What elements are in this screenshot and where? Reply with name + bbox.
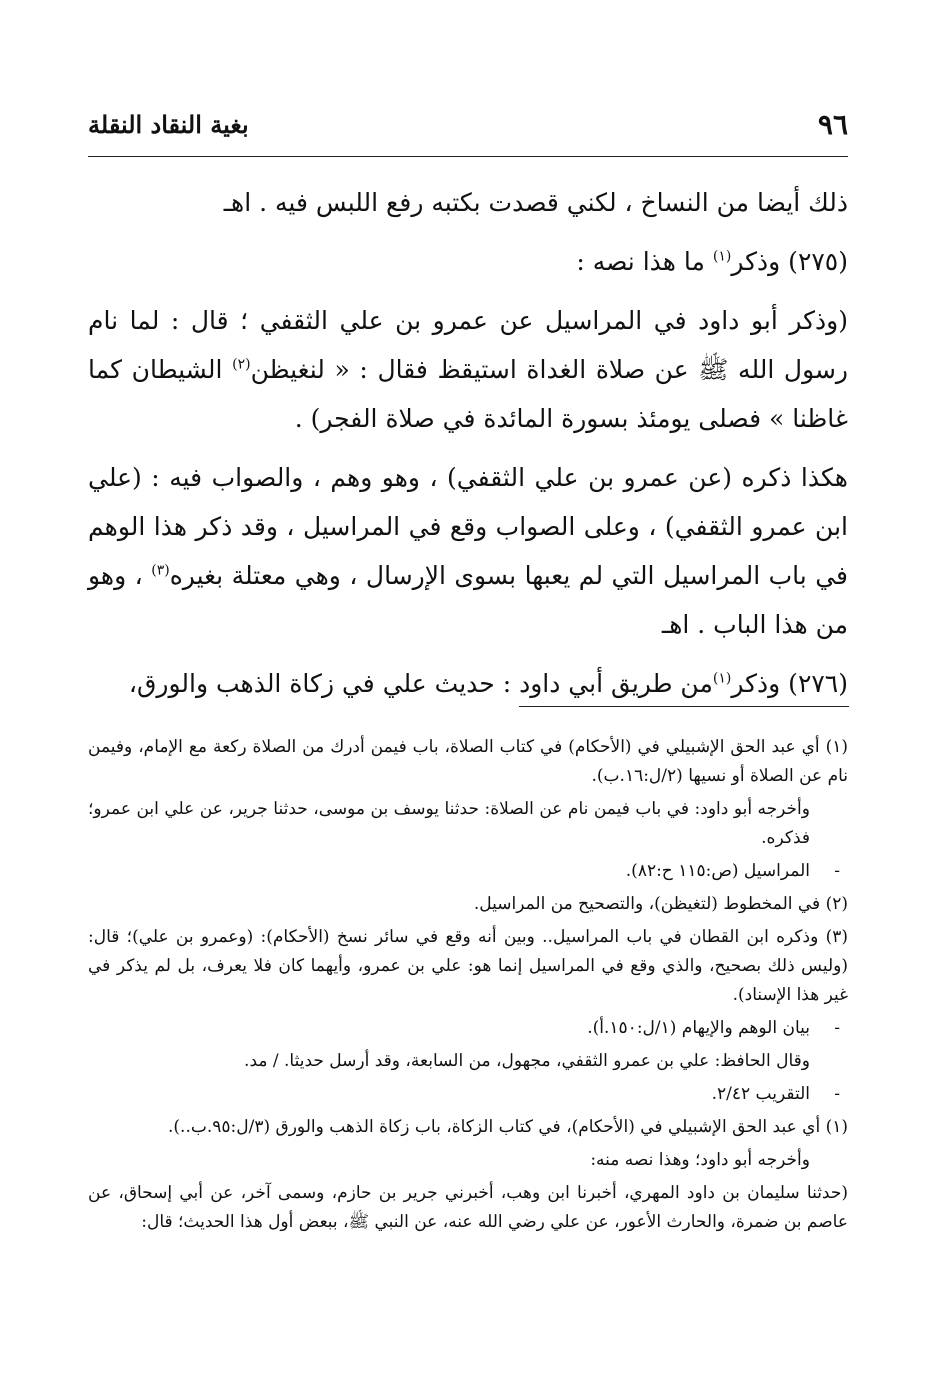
dash-mark: - [834, 1018, 840, 1038]
footnote-ref: (١) [712, 670, 732, 687]
footnote-2: (٢) في المخطوط (لتغيظن)، والتصحيح من المراسيل. [473, 894, 848, 914]
dash-mark: - [834, 1084, 840, 1104]
footnote-rule [519, 706, 849, 707]
page-number: ٩٦ [817, 108, 848, 141]
footnote-ref: (١) [712, 248, 732, 265]
dash-mark: - [834, 861, 840, 881]
footnote-4-note: وأخرجه أبو داود؛ وهذا نصه منه: [590, 1150, 810, 1170]
paragraph-text: من طريق أبي داود : حديث علي في زكاة الذهب والورق، [128, 669, 713, 698]
paragraph-text: ذلك أيضا من النساخ ، لكني قصدت بكتبه رفع اللبس فيه . اهـ [223, 188, 848, 217]
footnote-1-note: وأخرجه أبو داود: في باب فيمن نام عن الصلاة: حدثنا يوسف بن موسى، حدثنا جرير، عن علي ابن عمرو؛ فذكره. [88, 799, 810, 848]
paragraph-text: ما هذا نصه : [576, 247, 713, 276]
paragraph-1 [88, 178, 848, 227]
footnote-1-source [88, 857, 848, 886]
paragraph-text: (٢٧٥) وذكر [731, 247, 848, 276]
footnote-ref: (٣) [151, 562, 170, 579]
paragraph-text: (وذكر أبو داود في المراسيل عن عمرو بن علي الثقفي ؛ قال : لما نام رسول الله ﷺ عن صلاة الغداة استيقظ فقال : « لنغيظن [88, 306, 849, 384]
footnote-source-text: التقريب ٢/٤٢. [711, 1084, 810, 1104]
header-rule [88, 156, 848, 157]
main-text [88, 178, 848, 718]
page-header [88, 108, 848, 148]
paragraph-commentary [88, 453, 848, 649]
footnotes [88, 733, 848, 1241]
paragraph-quote [88, 296, 848, 443]
paragraph-276 [88, 659, 848, 708]
paragraph-text: الشيطان كما غاظنا » فصلى يومئذ بسورة المائدة في صلاة الفجر) . [88, 355, 848, 433]
footnote-3: (٣) وذكره ابن القطان في باب المراسيل.. وبين أنه وقع في سائر نسخ (الأحكام): (وعمرو بن علي)؛ قال: (وليس ذلك بصحيح، والذي وقع في المراسيل إنما هو: علي بن عمرو، وأيهما كان فلا يعرف، بل لم يذكر في غير هذا الإسناد). [88, 927, 848, 1005]
paragraph-text: (٢٧٦) وذكر [731, 669, 848, 698]
footnote-3-source [88, 1014, 848, 1043]
footnote-3-note: وقال الحافظ: علي بن عمرو الثقفي، مجهول، من السابعة، وقد أرسل حديثا. / مد. [244, 1051, 810, 1071]
running-title: بغية النقاد النقلة [88, 110, 249, 139]
paragraph-text: هكذا ذكره (عن عمرو بن علي الثقفي) ، وهو وهم ، والصواب فيه : (علي ابن عمرو الثقفي) ، وعلى الصواب وقع في المراسيل ، وقد ذكر هذا الوهم في باب المراسيل التي لم يعبها بسوى الإرسال ، وهي معتلة بغيره [88, 463, 849, 590]
footnote-4-quote: (حدثنا سليمان بن داود المهري، أخبرنا ابن وهب، أخبرني جرير بن حازم، وسمى آخر، عن أبي إسحاق، عن عاصم بن ضمرة، والحارث الأعور، عن علي رضي الله عنه، عن النبي ﷺ، ببعض أول هذا الحديث؛ قال: [88, 1183, 848, 1232]
paragraph-275 [88, 237, 848, 286]
footnote-ref: (٢) [232, 356, 251, 373]
footnote-source-text: المراسيل (ص:١١٥ ح:٨٢). [625, 861, 810, 881]
footnote-3-source-2 [88, 1080, 848, 1109]
footnote-1: (١) أي عبد الحق الإشبيلي في (الأحكام) في كتاب الصلاة، باب فيمن أدرك من الصلاة ركعة مع الإمام، وفيمن نام عن الصلاة أو نسيها (٢/ل:١٦.ب). [88, 737, 848, 786]
footnote-4: (١) أي عبد الحق الإشبيلي في (الأحكام)، في كتاب الزكاة، باب زكاة الذهب والورق (٣/ل:٩٥.ب..). [168, 1117, 848, 1137]
footnote-source-text: بيان الوهم والإيهام (١/ل:١٥٠.أ). [587, 1018, 810, 1038]
paragraph-text: ، وهو من هذا الباب . اهـ [88, 561, 848, 639]
